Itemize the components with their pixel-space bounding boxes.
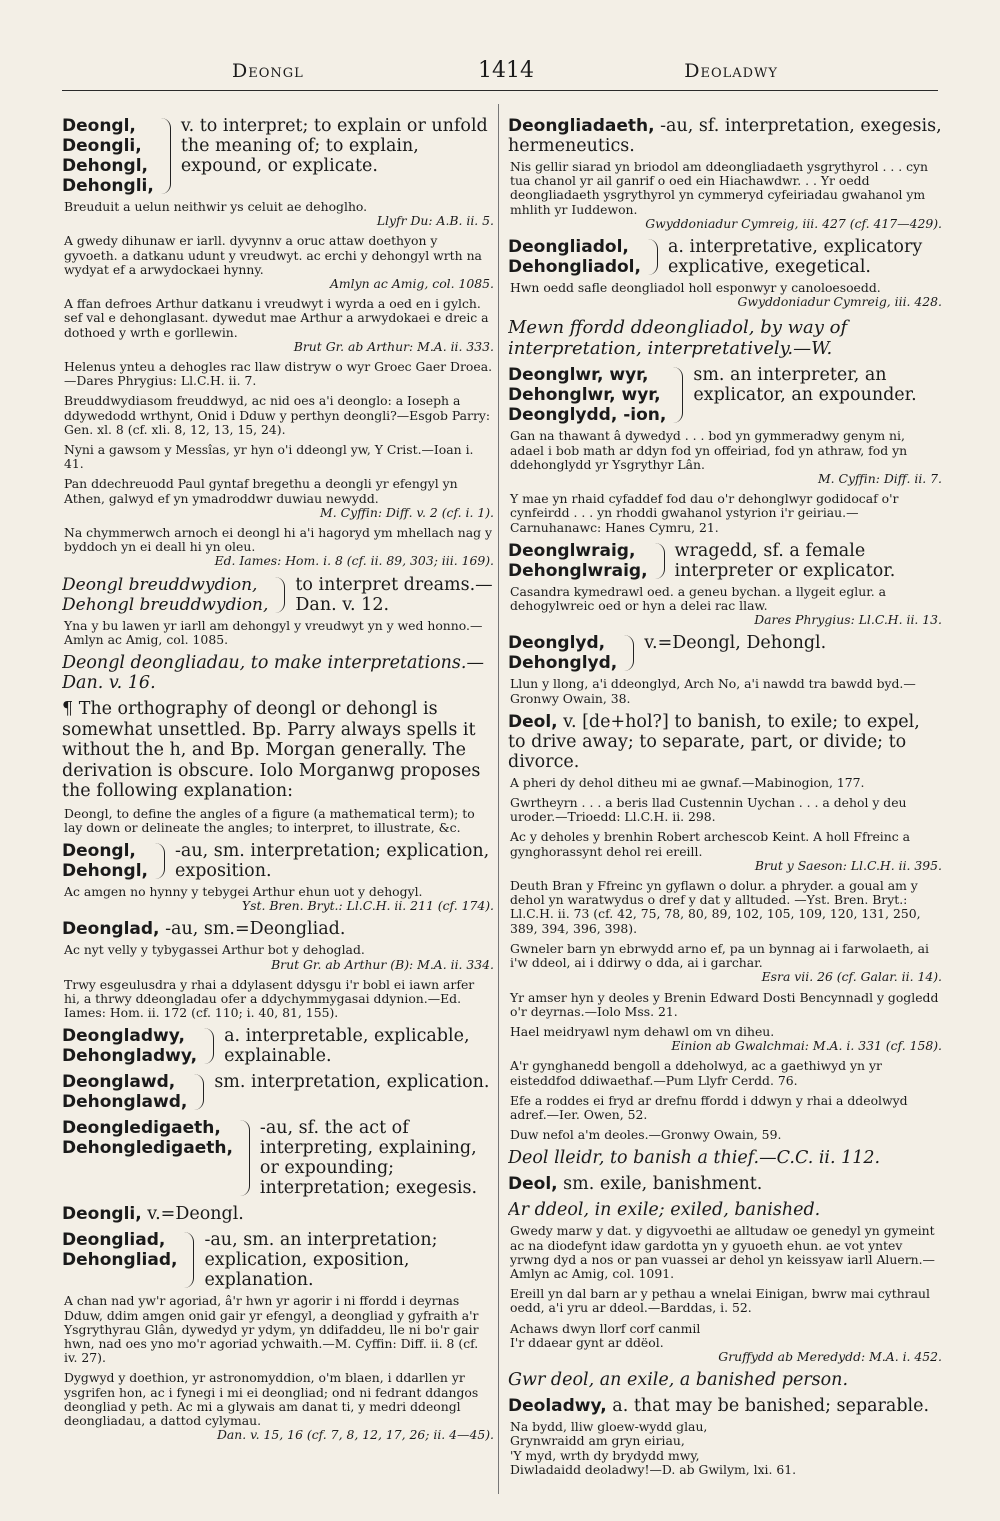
headword: Dehongl, xyxy=(62,860,148,881)
page-number: 1414 xyxy=(478,58,534,83)
entry-deongliadol xyxy=(508,237,942,277)
headword: Deongliad, xyxy=(62,1230,166,1251)
headword: Deonglwr, wyr, xyxy=(508,365,649,386)
headword: Deongli, xyxy=(62,1204,142,1225)
citation: A chan nad yw'r agoriad, â'r hwn yr agorir i ni ffordd i deyrnas Dduw, ddim amgen onid gair yr efengyl, a deongliad y gyfraith a'r Ysgrythyrau Glân, dywedyd yr ydym, yn ddifaddeu, lle ni bo'r gair hwn, nad oes yno mo'r agoriad ychwaith.—M. Cyffin: Diff. ii. 8 (cf. iv. 27). xyxy=(64,1293,479,1366)
entry-deoladwy xyxy=(508,1396,942,1416)
citation: Ac amgen no hynny y tebygei Arthur ehun uot y dehogyl. Yst. Bren. Bryt.: Ll.C.H. ii. 211 (cf. 174). xyxy=(64,883,494,914)
citation: Trwy esgeulusdra y rhai a ddylasent ddysgu i'r bobl ei iawn arfer hi, a thrwy ddeongladau ofer a ddychymmygasai ddynion.—Ed. Iames: Hom. ii. 172 (cf. 110; i. 40, 81, 155). xyxy=(64,976,475,1021)
citation: Ac y deholes y brenhin Robert archescob Keint. A holl Ffreinc a gynghorassynt dehol rei ereill. Brut y Saeson: Ll.C.H. ii. 395. xyxy=(510,829,942,873)
citation: Helenus ynteu a dehogles rac llaw distryw o wyr Groec Gaer Droea.—Dares Phrygius: Ll.C.H. ii. 7. xyxy=(64,359,493,389)
running-header xyxy=(62,58,938,91)
definition: -au, sm. interpretation; explication, exposition. xyxy=(174,840,490,881)
brace xyxy=(239,1120,250,1196)
definition: a. interpretable, explicable, explainable. xyxy=(224,1026,470,1067)
headword: Dehongledigaeth, xyxy=(62,1138,233,1159)
brace xyxy=(274,577,285,613)
citation: A gwedy dihunaw er iarll. dyvynnv a oruc attaw doethyon y gyvoeth. a datkanu udunt y vreudwyt. ac erchi y dehongyl wrth na wydyat ef a arwydockaei hynny. Amlyn ac Amig, col. 1085. xyxy=(64,233,494,292)
entry-deongliadaeth xyxy=(508,116,942,156)
citation: Deuth Bran y Ffreinc yn gyflawn o dolur. a phryder. a goual am y dehol yn waratwydus o dref y dat y alltuded. —Yst. Bren. Bryt.: Ll.C.H. ii. 73 (cf. 42, 75, 78, 80, 89, 102, 105, 109, 120, 131, 250, 389, 394, 396, 398). xyxy=(510,878,921,936)
brace xyxy=(160,118,171,194)
entry-deonglawd xyxy=(62,1072,494,1112)
headword: Deonglad, xyxy=(62,919,160,940)
citation: Dygwyd y doethion, yr astronomyddion, o'm blaen, i ddarllen yr ysgrifen hon, ac i fynegi i mi ei deongliad; ond ni fedrant ddangos deongliad y peth. Ac mi a glywais am danat ti, y medri ddeongl deongliadau, a dattod cylymau. Dan. v. 15, 16 (cf. 7, 8, 12, 17, 26; ii. 4—45). xyxy=(64,1370,494,1443)
right-column xyxy=(508,110,942,1500)
entry-deongledigaeth xyxy=(62,1118,494,1198)
headword: Deonglwraig, xyxy=(508,540,636,561)
entry-deol-verb xyxy=(508,712,942,772)
entry-deongl-deongliadau: Deongl deongliadau, to make interpretations.— Dan. v. 16. xyxy=(62,653,484,694)
headword: Dehonglwr, wyr, xyxy=(508,385,661,406)
citation: Duw nefol a'm deoles.—Gronwy Owain, 59. xyxy=(510,1127,782,1143)
entry-deongliad xyxy=(62,1230,494,1290)
entry-deongli xyxy=(62,1204,494,1224)
headword: Deongl, xyxy=(62,840,136,861)
entry-deol-lleidr: Deol lleidr, to banish a thief.—C.C. ii. 112. xyxy=(508,1148,881,1169)
entry-deongl xyxy=(62,116,494,196)
entry-deongladwy xyxy=(62,1026,494,1066)
entry-deonglyd xyxy=(508,633,942,673)
definition: to interpret dreams.— Dan. v. 12. xyxy=(295,574,493,615)
definition: sm. exile, banishment. xyxy=(557,1174,763,1195)
entry-mewn-ffordd: Mewn ffordd ddeongliadol, by way of interpretation, interpretatively.—W. xyxy=(508,317,848,360)
citation: Ereill yn dal barn ar y pethau a wnelai Einigan, bwrw mai cythraul oedd, a'i yru ar ddeol.—Barddas, i. 52. xyxy=(510,1286,930,1316)
headword: Deongl, xyxy=(62,116,136,136)
entry-deonglad xyxy=(62,919,494,939)
headword: Deongladwy, xyxy=(62,1026,185,1047)
definition: v.=Deongl. xyxy=(141,1204,244,1225)
brace xyxy=(654,543,665,579)
brace xyxy=(203,1028,214,1064)
definition: -au, sm.=Deongliad. xyxy=(159,919,346,940)
headword: Dehonglawd, xyxy=(62,1092,188,1113)
brace xyxy=(154,843,165,879)
citation: Nyni a gawsom y Messîas, yr hyn o'i ddeongl yw, Y Crist.—Ioan i. 41. xyxy=(64,442,474,472)
citation: Gwrtheyrn . . . a beris llad Custennin Uychan . . . a dehol y deu uroder.—Trioedd: Ll.C.H. ii. 298. xyxy=(510,795,907,825)
citation: A'r gynghanedd bengoll a ddeholwyd, ac a gaethiwyd yn yr eisteddfod ddiwaethaf.—Pum Llyfr Cerdd. 76. xyxy=(510,1058,882,1088)
definition: sm. an interpreter, an explicator, an expounder. xyxy=(693,365,917,406)
headword: Deonglydd, -ion, xyxy=(508,405,667,426)
citation: Gwedy marw y dat. y digyvoethi ae alltudaw oe genedyl yn gymeint ac na diodefynt idaw gardotta yn y gyuoeth ehun. ae vot yntev yrwng dyd a nos or pan vuassei ar dehol yn keissyaw iarll Aluern.—Amlyn ac Amig, col. 1091. xyxy=(510,1223,935,1281)
citation: Breuddwydiasom freuddwyd, ac nid oes a'i deonglo: a Ioseph a ddywedodd wrthynt, Onid i Dduw y perthyn deongli?—Esgob Parry: Gen. xl. 8 (cf. xli. 8, 12, 13, 15, 24). xyxy=(64,393,491,437)
citation: Yr amser hyn y deoles y Brenin Edward Dosti Bencynnadl y gogledd o'r deyrnas.—Iolo Mss. 21. xyxy=(510,989,939,1019)
entry-ar-ddeol: Ar ddeol, in exile; exiled, banished. xyxy=(508,1200,821,1221)
citation: Deongl, to define the angles of a figure (a mathematical term); to lay down or delineate the angles; to interpret, to illustrate, &c. xyxy=(64,805,475,835)
verse-citation: Achaws dwyn llorf corf canmil I'r ddaear gynt ar ddëol. Gruffydd ab Meredydd: M.A. i. 452. xyxy=(510,1320,942,1364)
citation: Llun y llong, a'i ddeonglyd, Arch No, a'i nawdd tra bawdd byd.—Gronwy Owain, 38. xyxy=(510,676,916,706)
orthography-note: ¶ The orthography of deongl or dehongl is somewhat unsettled. Bp. Parry always spells it without the h, and Bp. Morgan generally. The derivation is obscure. Iolo Morganwg proposes the following explanation: xyxy=(62,699,481,802)
citation: Hwn oedd safle deongliadol holl esponwyr y canoloesoedd. Gwyddoniadur Cymreig, iii. 428. xyxy=(510,280,942,310)
headword: Deol, xyxy=(508,1174,558,1195)
verse-citation: Na bydd, lliw gloew-wydd glau, Grynwraidd am gryn eiriau, 'Y myd, wrth dy brydydd mwy, Diwladaidd deoladwy!—D. ab Gwilym, lxi. 61. xyxy=(510,1419,797,1477)
entry-gwr-deol: Gwr deol, an exile, a banished person. xyxy=(508,1370,849,1391)
header-left-word: Deongl xyxy=(232,60,304,82)
headword: Deol, xyxy=(508,711,558,732)
headword: Dehonglyd, xyxy=(508,653,618,674)
citation: Breuduit a uelun neithwir ys celuit ae dehoglho. Llyfr Du: A.B. ii. 5. xyxy=(64,199,494,229)
phrase: Dehongl breuddwydion, xyxy=(62,594,269,615)
brace xyxy=(672,367,683,423)
brace xyxy=(183,1232,194,1288)
headword: Dehongladwy, xyxy=(62,1046,198,1067)
citation: Casandra kymedrawl oed. a geneu bychan. a llygeit eglur. a dehogylwreic oed or hyn a delei rac llaw. Dares Phrygius: Ll.C.H. ii. 13. xyxy=(510,583,942,628)
entry-deonglwr xyxy=(508,365,942,425)
citation: A ffan defroes Arthur datkanu i vreudwyt i wyrda a oed en i gylch. sef val e dehonglasant. dywedut mae Arthur a arwydokaei e dreic a dothoed y wrth e gorllewin. Brut Gr. ab Arthur: M.A. ii. 333. xyxy=(64,296,494,354)
headword: Deonglyd, xyxy=(508,633,606,654)
headword: Deongliadol, xyxy=(508,237,629,258)
headword: Deoladwy, xyxy=(508,1396,607,1417)
brace xyxy=(647,239,658,275)
citation: Nis gellir siarad yn briodol am ddeongliadaeth ysgrythyrol . . . cyn tua chanol yr ail ganrif o oed ein Hiachawdwr. . . Yr oedd deongliadaeth ysgrythyrol yn cymmeryd cyfeiriadau gwahanol ym mhlith yr Iuddewon. Gwyddoniadur Cymreig, iii. 427 (cf. 417—429). xyxy=(510,159,942,231)
definition: -au, sf. the act of interpreting, explaining, or expounding; interpretation; exegesis. xyxy=(259,1118,478,1199)
definition: wragedd, sf. a female interpreter or explicator. xyxy=(674,540,896,581)
definition: a. that may be banished; separable. xyxy=(606,1396,930,1417)
citation: Efe a roddes ei fryd ar drefnu ffordd i ddwyn y rhai a ddeolwyd adref.—Ier. Owen, 52. xyxy=(510,1092,908,1122)
brace xyxy=(193,1074,204,1110)
header-right-word: Deoladwy xyxy=(684,60,778,82)
citation: A pheri dy dehol ditheu mi ae gwnaf.—Mabinogion, 177. xyxy=(510,774,865,790)
definition: -au, sm. an interpretation; explication, exposition, explanation. xyxy=(204,1230,438,1291)
headword: Dehongl, xyxy=(62,156,148,176)
column-divider xyxy=(498,104,499,1494)
definition: sm. interpretation, explication. xyxy=(214,1072,490,1093)
citation: Gwneler barn yn ebrwydd arno ef, pa un bynnag ai i farwolaeth, ai i'w ddeol, ai i ddirwy o dda, ai i garchar. Esra vii. 26 (cf. Galar. ii. 14). xyxy=(510,940,942,985)
citation: Ac nyt velly y tybygassei Arthur bot y dehoglad. Brut Gr. ab Arthur (B): M.A. ii. 334. xyxy=(64,942,494,972)
citation: Y mae yn rhaid cyfaddef fod dau o'r dehonglwyr godidocaf o'r cynfeirdd . . . yn rhoddi gwahanol ystyrion i'r geiriau.—Carnuhanawc: Hanes Cymru, 21. xyxy=(510,491,899,535)
left-column xyxy=(62,110,494,1500)
definition: v. [de+hol?] to banish, to exile; to expel, to drive away; to separate, part, or divide; to divorce. xyxy=(508,711,920,772)
definition: -au, sf. interpretation, exegesis, hermeneutics. xyxy=(508,116,942,156)
definition: v.=Deongl, Dehongl. xyxy=(644,633,827,654)
citation: Pan ddechreuodd Paul gyntaf bregethu a deongli yr efengyl yn Athen, galwyd ef yn ymadroddwr duwiau newydd. M. Cyffin: Diff. v. 2 (cf. i. 1). xyxy=(64,476,494,520)
definition: a. interpretative, explicatory explicative, exegetical. xyxy=(667,237,923,278)
citation: Hael meidryawl nym dehawl om vn diheu. Einion ab Gwalchmai: M.A. i. 331 (cf. 158). xyxy=(510,1023,942,1054)
citation: Na chymmerwch arnoch ei deongl hi a'i hagoryd ym mhellach nag y byddoch yn ei deall hi yn oleu. Ed. Iames: Hom. i. 8 (cf. ii. 89, 303; iii. 169). xyxy=(64,525,494,569)
entry-deongl-sm xyxy=(62,841,494,881)
headword: Dehongli, xyxy=(62,176,154,196)
citation: Yna y bu lawen yr iarll am dehongyl y vreudwyt yn y wed honno.—Amlyn ac Amig, col. 1085. xyxy=(64,617,483,647)
brace xyxy=(623,635,634,671)
headword: Deonglawd, xyxy=(62,1072,176,1093)
citation: Gan na thawant â dywedyd . . . bod yn gymmeradwy genym ni, adael i bob math ar ddyn fod yn offeiriad, fod yn athraw, fod yn ddehonglydd yr Ysgrythyr Lân. M. Cyffin: Diff. ii. 7. xyxy=(510,428,942,487)
headword: Dehongliadol, xyxy=(508,257,641,278)
headword: Deongliadaeth, xyxy=(508,116,655,136)
headword: Deongli, xyxy=(62,136,142,156)
definition: v. to interpret; to explain or unfold the meaning of; to explain, expound, or explicate. xyxy=(180,116,488,176)
headword: Dehongliad, xyxy=(62,1250,178,1271)
headword: Deongledigaeth, xyxy=(62,1118,221,1139)
headword: Dehonglwraig, xyxy=(508,560,648,581)
entry-deol-noun xyxy=(508,1174,942,1194)
phrase: Deongl breuddwydion, xyxy=(62,574,258,595)
entry-deongl-breuddwydion xyxy=(62,575,494,615)
entry-deonglwraig xyxy=(508,541,942,581)
